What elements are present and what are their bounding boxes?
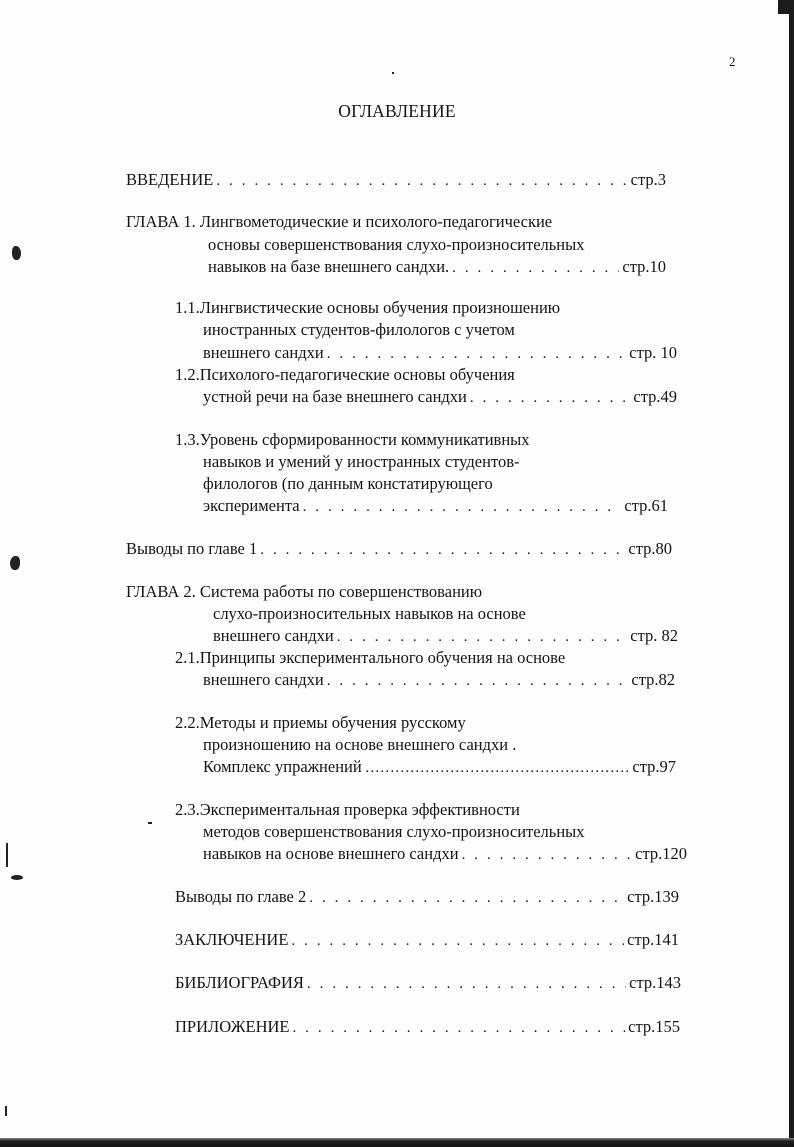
toc-entry-page: стр.61	[624, 496, 668, 515]
dot-leader	[365, 758, 630, 778]
dot-leader	[337, 627, 628, 647]
dot-leader	[291, 931, 624, 951]
scan-speck	[10, 556, 20, 570]
toc-entry-section-2-2	[203, 757, 676, 778]
scan-speck	[12, 246, 21, 260]
toc-entry-label: ПРИЛОЖЕНИЕ	[175, 1017, 290, 1036]
toc-entry-section-2-1	[203, 670, 675, 691]
toc-entry-label: устной речи на базе внешнего сандхи	[203, 387, 467, 406]
section-2-2-line2: произношению на основе внешнего сандхи .	[203, 735, 517, 754]
chapter1-heading-line1: ГЛАВА 1. Лингвометодические и психолого-педагогические	[126, 212, 553, 231]
toc-entry-introduction	[126, 170, 666, 191]
dot-leader	[462, 845, 633, 865]
scan-speck	[11, 875, 23, 880]
toc-entry-label: Выводы по главе 1	[126, 539, 258, 558]
toc-entry-section-2-3	[203, 844, 687, 865]
toc-entry-page: стр.3	[630, 170, 666, 189]
toc-entry-chapter1	[208, 257, 666, 278]
toc-entry-label: внешнего сандхи	[213, 626, 334, 645]
section-1-1-line2: иностранных студентов-филологов с учетом	[203, 320, 515, 339]
toc-entry-chapter2	[213, 626, 678, 647]
toc-entry-page: стр.49	[633, 387, 677, 406]
toc-entry-page: стр.82	[631, 670, 675, 689]
dot-leader	[327, 344, 627, 364]
toc-entry-page: стр.120	[635, 844, 687, 863]
chapter2-heading-line1: ГЛАВА 2. Система работы по совершенствованию	[126, 582, 483, 601]
toc-entry-page: стр.80	[628, 539, 672, 558]
toc-entry-label: эксперимента	[203, 496, 300, 515]
page-number: 2	[729, 54, 736, 69]
chapter1-heading-line2: основы совершенствования слухо-произносительных	[208, 235, 585, 254]
section-2-2-line1: 2.2.Методы и приемы обучения русскому	[175, 713, 466, 732]
section-2-3-line2: методов совершенствования слухо-произносительных	[203, 822, 585, 841]
section-2-1-line1: 2.1.Принципы экспериментального обучения на основе	[175, 648, 566, 667]
chapter2-heading-line2: слухо-произносительных навыков на основе	[213, 604, 526, 623]
toc-entry-page: стр.155	[628, 1017, 680, 1036]
toc-entry-conclusions-2	[175, 887, 679, 908]
toc-entry-label: внешнего сандхи	[203, 670, 324, 689]
toc-entry-page: стр.139	[627, 887, 679, 906]
dot-leader	[327, 671, 629, 691]
toc-entry-label: Комплекс упражнений	[203, 757, 362, 776]
section-1-3-line1: 1.3.Уровень сформированности коммуникативных	[175, 430, 530, 449]
toc-entry-section-1-2	[203, 387, 677, 408]
toc-entry-conclusions-1	[126, 539, 672, 560]
toc-entry-page: стр. 82	[630, 626, 678, 645]
dot-leader	[307, 974, 626, 994]
dot-leader	[303, 497, 622, 517]
toc-entry-bibliography	[175, 973, 681, 994]
toc-entry-label: ЗАКЛЮЧЕНИЕ	[175, 930, 289, 949]
toc-entry-page: стр.141	[627, 930, 679, 949]
toc-entry-page: стр.97	[632, 757, 676, 776]
section-2-3-line1: 2.3.Экспериментальная проверка эффективности	[175, 800, 520, 819]
toc-entry-appendix	[175, 1017, 680, 1038]
toc-entry-conclusion	[175, 930, 679, 951]
scan-edge-bottom	[0, 1138, 794, 1147]
scan-speck	[392, 72, 394, 74]
scan-speck	[148, 822, 152, 824]
section-1-3-line2: навыков и умений у иностранных студентов-	[203, 452, 520, 471]
toc-entry-label: БИБЛИОГРАФИЯ	[175, 973, 304, 992]
dot-leader	[260, 540, 625, 560]
dot-leader	[452, 258, 619, 278]
toc-entry-label: Выводы по главе 2	[175, 887, 307, 906]
toc-entry-page: стр.10	[622, 257, 666, 276]
section-1-1-line1: 1.1.Лингвистические основы обучения произношению	[175, 298, 561, 317]
dot-leader	[216, 171, 627, 191]
section-1-2-line1: 1.2.Психолого-педагогические основы обучения	[175, 365, 515, 384]
scan-speck	[6, 843, 8, 867]
page-title: ОГЛАВЛЕНИЕ	[338, 101, 456, 121]
dot-leader	[292, 1018, 625, 1038]
toc-entry-page: стр. 10	[629, 343, 677, 362]
dot-leader	[309, 888, 624, 908]
dot-leader	[470, 388, 630, 408]
toc-entry-section-1-3	[203, 496, 668, 517]
scan-edge-right	[789, 0, 794, 1147]
toc-entry-label: навыков на основе внешнего сандхи	[203, 844, 459, 863]
toc-entry-section-1-1	[203, 343, 677, 364]
scan-speck	[5, 1106, 7, 1116]
toc-entry-label: навыков на базе внешнего сандхи.	[208, 257, 450, 276]
toc-entry-page: стр.143	[629, 973, 681, 992]
toc-entry-label: ВВЕДЕНИЕ	[126, 170, 214, 189]
section-1-3-line3: филологов (по данным констатирующего	[203, 474, 493, 493]
toc-entry-label: внешнего сандхи	[203, 343, 324, 362]
